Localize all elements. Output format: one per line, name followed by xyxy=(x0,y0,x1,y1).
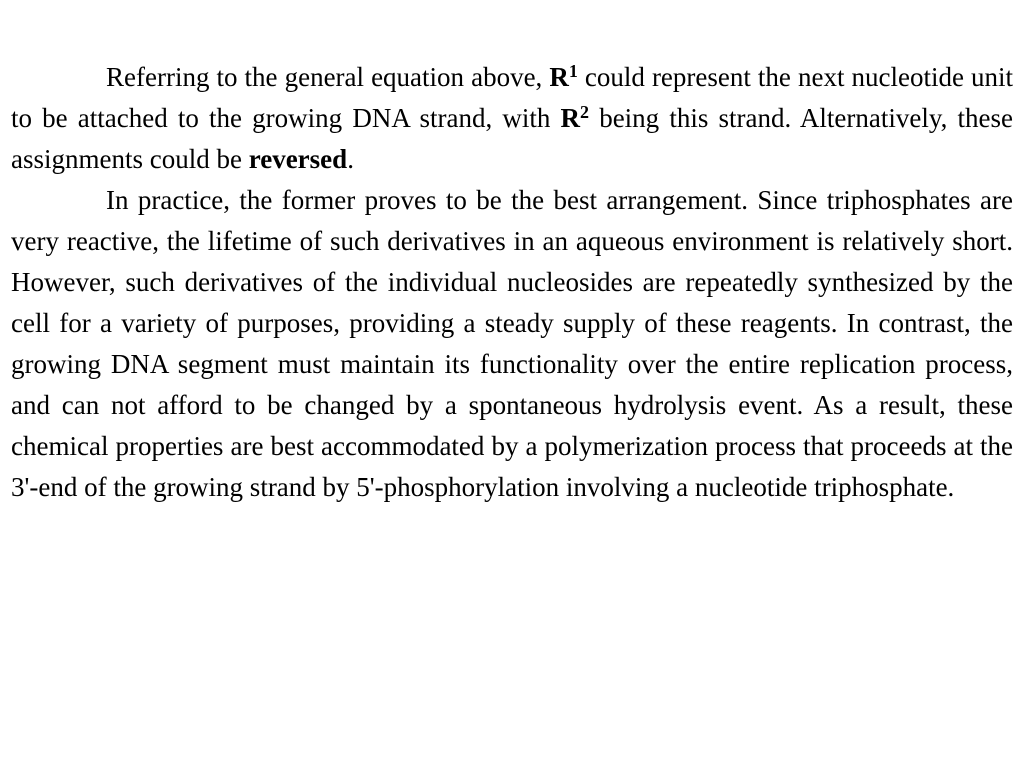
reversed-word: reversed xyxy=(248,144,348,174)
p1-text-2: could represent the next nucleotide unit to be attached to the growing DNA strand, with xyxy=(11,62,1013,133)
paragraph-2: In practice, the former proves to be the best arrangement. Since triphosphates are very reactive, the lifetime of such derivatives in an aqueous environment is relatively short. However, such derivatives of the individual nucleosides are repeatedly synthesized by the cell for a variety of purposes, providing a steady supply of these reagents. In contrast, the growing DNA segment must maintain its functionality over the entire replication process, and can not afford to be changed by a spontaneous hydrolysis event. As a result, these chemical properties are best accommodated by a polymerization process that proceeds at the 3'-end of the growing strand by 5'-phosphorylation involving a nucleotide triphosphate. xyxy=(11,185,1013,502)
r2-symbol xyxy=(561,103,590,133)
r1-symbol xyxy=(549,62,578,92)
document-body xyxy=(11,57,1013,508)
p1-text-4: . xyxy=(347,144,354,174)
r2-superscript: 2 xyxy=(580,102,590,122)
r2-letter: R xyxy=(560,103,581,133)
paragraph-1 xyxy=(11,57,1013,180)
r1-superscript: 1 xyxy=(568,61,578,81)
r1-letter: R xyxy=(549,62,569,92)
p1-text-1: Referring to the general equation above, xyxy=(106,62,550,92)
p1-text-3: being this strand. Alternatively, these assignments could be xyxy=(11,103,1013,174)
